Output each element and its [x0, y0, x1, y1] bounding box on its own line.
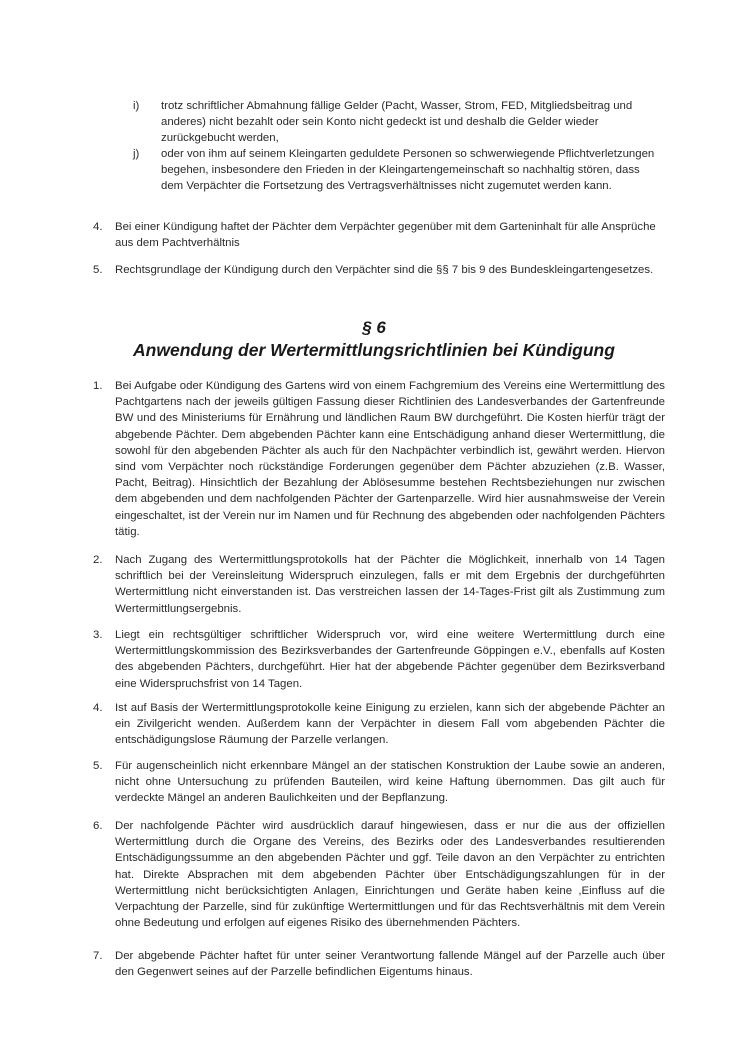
section6-item-4 [93, 700, 665, 749]
section-title: Anwendung der Wertermittlungsrichtlinien bei Kündigung [133, 340, 615, 360]
section6-item-3 [93, 627, 665, 692]
item-number: 5. [93, 264, 103, 276]
section6-item-5 [93, 758, 665, 807]
item-text: Nach Zugang des Wertermittlungsprotokolls hat der Pächter die Möglichkeit, innerhalb von 14 Tagen schriftlich bei der Vereinsleitung Widerspruch einzulegen, falls er mit dem Ergebnis der durchgeführten Wertermittlung nicht einverstanden ist. Das verstreichen lassen der 14-Tages-Frist gilt als Zustimmung zum Wertermittlungsergebnis. [115, 554, 665, 615]
item-text: Der abgebende Pächter haftet für unter seiner Verantwortung fallende Mängel auf der Parzelle auch über den Gegenwert seines auf der Parzelle befindlichen Eigentums hinaus. [115, 950, 665, 979]
item-text: Ist auf Basis der Wertermittlungsprotokolle keine Einigung zu erzielen, kann sich der abgebende Pächter an ein Zivilgericht wenden. Außerdem kann der Verpächter in diesem Fall vom abgebenden Pächter die entschädigungslose Räumung der Parzelle verlangen. [115, 702, 665, 747]
list-item-5 [93, 262, 665, 278]
section6-item-7 [93, 948, 665, 980]
item-label: i) [133, 100, 140, 112]
item-text: oder von ihm auf seinem Kleingarten geduldete Personen so schwerwiegende Pflichtverletzungen begehen, insbesondere den Frieden in der Kleingartengemeinschaft so nachhaltig stören, dass dem Verpächter die Fortsetzung des Vertragsverhältnisses nicht zugemutet werden kann. [161, 148, 655, 193]
item-text: Bei Aufgabe oder Kündigung des Gartens wird von einem Fachgremium des Vereins eine Wertermittlung des Pachtgartens nach der jeweils gültigen Fassung dieser Richtlinien des Landesverbandes der Gartenfreunde BW und des Ministeriums für Ernährung und ländlichen Raum BW durchgeführt. Die Kosten hierfür trägt der abgebende Pächter. Dem abgebenden Pächter kann eine Entschädigung anhand dieser Wertermittlung, die sowohl für den abgebenden Pächter als auch für den Nachpächter verbindlich ist, gewährt werden. Hiervon sind vom Verpächter noch rückständige Forderungen gegenüber dem Pächter abzuziehen (z.B. Wasser, Pacht, Beitrag). Hinsichtlich der Bezahlung der Ablösesumme bestehen Rechtsbeziehungen nur zwischen dem abgebenden und dem nachfolgenden Pächter der Gartenparzelle. Wird hier ausnahmsweise der Verein eingeschaltet, ist der Verein nur im Namen und für Rechnung des abgebenden oder nachfolgenden Pächters tätig. [115, 380, 665, 538]
section6-item-6 [93, 818, 665, 931]
item-number: 2. [93, 554, 103, 566]
list-item-i [133, 98, 663, 147]
item-number: 4. [93, 702, 103, 714]
item-number: 4. [93, 221, 103, 233]
item-number: 3. [93, 629, 103, 641]
item-number: 7. [93, 950, 103, 962]
item-number: 5. [93, 760, 103, 772]
item-number: 6. [93, 820, 103, 832]
item-text: trotz schriftlicher Abmahnung fällige Gelder (Pacht, Wasser, Strom, FED, Mitgliedsbeitrag und anderes) nicht bezahlt oder sein Konto nicht gedeckt ist und deshalb die Gelder wieder zurückgebucht werden, [161, 100, 633, 145]
section-number: § 6 [362, 318, 386, 337]
item-label: j) [133, 148, 140, 160]
item-text: Liegt ein rechtsgültiger schriftlicher Widerspruch vor, wird eine weitere Wertermittlung durch eine Wertermittlungskommission des Bezirksverbandes der Gartenfreunde Göppingen e.V., ebenfalls auf Kosten des abgebenden Pächters, durchgeführt. Hier hat der abgebende Pächter gegenüber dem Bezirksverband eine Widerspruchsfrist von 14 Tagen. [115, 629, 665, 690]
item-text: Der nachfolgende Pächter wird ausdrücklich darauf hingewiesen, dass er nur die aus der offiziellen Wertermittlung durch die Organe des Vereins, des Bezirks oder des Landesverbandes resultierenden Entschädigungssumme an den abgebenden Pächter und ggf. Teile davon an den Verpächter zu entrichten hat. Direkte Absprachen mit dem abgebenden Pächter über Entschädigungszahlungen für in der Wertermittlung nicht berücksichtigten Anlagen, Einrichtungen und Geräte haben keine ,Einfluss auf die Verpachtung der Parzelle, sind für zukünftige Wertermittlungen und für das Rechtsverhältnis mit dem Verein ohne Bedeutung und erfolgen auf eigenes Risiko des übernehmenden Pächters. [115, 820, 665, 930]
section6-item-1 [93, 378, 665, 540]
item-number: 1. [93, 380, 103, 392]
item-text: Bei einer Kündigung haftet der Pächter dem Verpächter gegenüber mit dem Garteninhalt für alle Ansprüche aus dem Pachtverhältnis [115, 221, 656, 250]
item-text: Rechtsgrundlage der Kündigung durch den Verpächter sind die §§ 7 bis 9 des Bundeskleingartengesetzes. [115, 264, 654, 276]
list-item-j [133, 146, 663, 195]
item-text: Für augenscheinlich nicht erkennbare Mängel an der statischen Konstruktion der Laube sowie an anderen, nicht ohne Untersuchung zu prüfenden Bauteilen, wird keine Haftung übernommen. Das gilt auch für verdeckte Mängel an anderen Baulichkeiten und der Bepflanzung. [115, 760, 665, 805]
section6-item-2 [93, 552, 665, 617]
list-item-4 [93, 219, 665, 251]
